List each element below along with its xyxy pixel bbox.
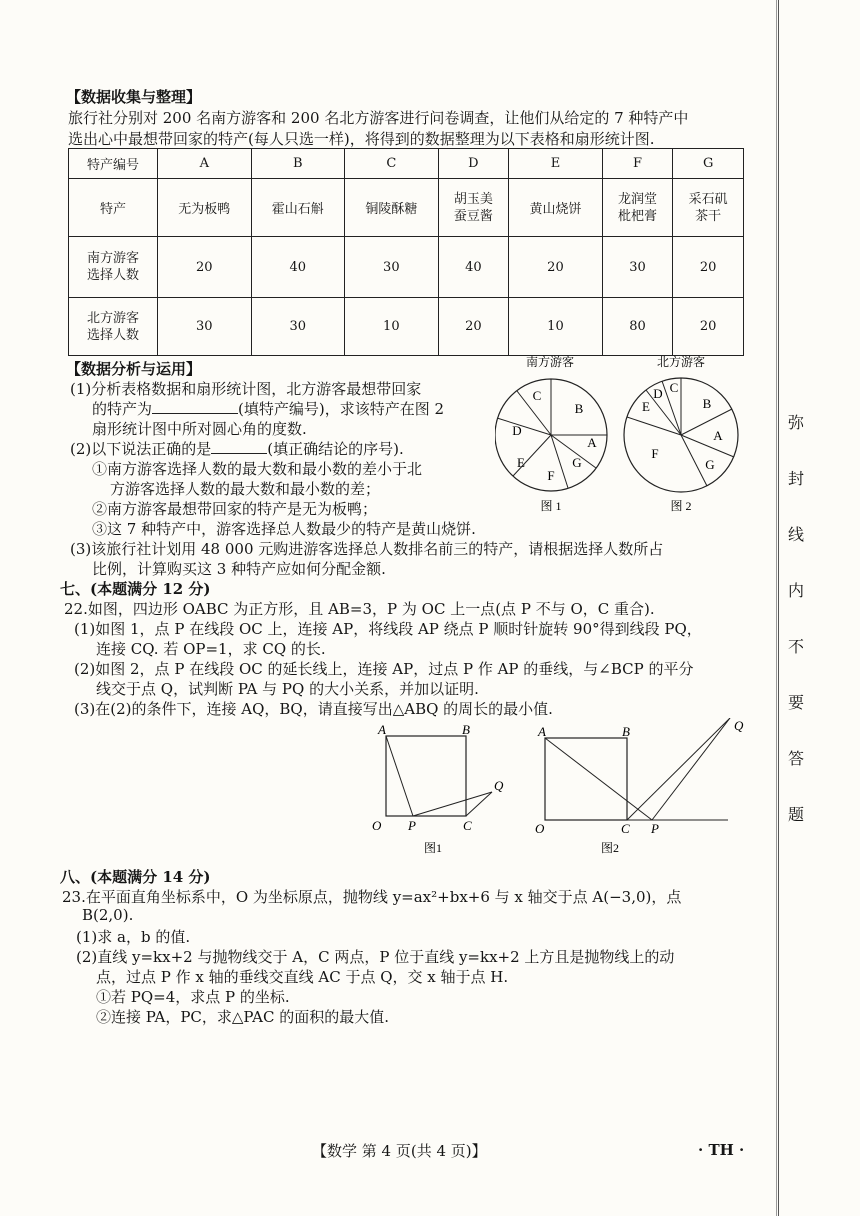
intro-line-2: 选出心中最想带回家的特产(每人只选一样)，将得到的数据整理为以下表格和扇形统计图. xyxy=(68,130,655,148)
table-header: 特产编号 xyxy=(69,149,158,179)
seal-char: 答 xyxy=(787,749,804,768)
table-cell: 80 xyxy=(602,298,673,356)
table-cell: C xyxy=(345,149,439,179)
table-cell: 30 xyxy=(602,237,673,298)
q22-part1-b: 连接 CQ. 若 OP=1，求 CQ 的长. xyxy=(96,640,326,658)
pie2-label: D xyxy=(653,386,663,401)
seal-char: 不 xyxy=(787,637,804,656)
table-cell: 30 xyxy=(345,237,439,298)
figure-1 xyxy=(372,722,504,855)
section8-heading: 八、(本题满分 14 分) xyxy=(60,868,211,886)
table-cell: 30 xyxy=(251,298,345,356)
table-cell: E xyxy=(509,149,603,179)
fig1-label-q: Q xyxy=(494,778,504,793)
pie-slice-divider xyxy=(681,409,732,435)
q2-statement-1a: ①南方游客选择人数的最大数和最小数的差小于北 xyxy=(92,460,423,478)
q22-part3: (3)在(2)的条件下，连接 AQ，BQ，请直接写出△ABQ 的周长的最小值. xyxy=(74,700,553,718)
table-cell: 10 xyxy=(509,298,603,356)
footer-page-info: 【数学 第 4 页(共 4 页)】 xyxy=(312,1142,487,1160)
q2-statement-2: ②南方游客最想带回家的特产是无为板鸭； xyxy=(92,500,378,518)
pie-slice-divider xyxy=(627,417,681,435)
table-cell: F xyxy=(602,149,673,179)
table-cell: 20 xyxy=(673,237,744,298)
seal-line xyxy=(778,0,779,1216)
pie2-caption: 图 2 xyxy=(670,499,692,513)
table-cell: 霍山石斛 xyxy=(251,179,345,237)
section-heading-data: 【数据收集与整理】 xyxy=(66,88,202,106)
section-heading-analysis: 【数据分析与运用】 xyxy=(66,360,202,378)
table-row-names xyxy=(69,179,744,237)
fig2-label-a: A xyxy=(538,724,546,739)
seal-char: 封 xyxy=(787,469,804,488)
pie-slice-divider xyxy=(497,418,551,435)
q22-part1-a: (1)如图 1，点 P 在线段 OC 上，连接 AP，将线段 AP 绕点 P 顺时针旋转 90°得到线段 PQ， xyxy=(74,620,702,638)
q23-part2-a: (2)直线 y=kx+2 与抛物线交于 A，C 两点，P 位于直线 y=kx+2 上方且是抛物线上的动 xyxy=(76,948,675,966)
pie2-label: E xyxy=(642,399,650,414)
intro-line-1: 旅行社分别对 200 名南方游客和 200 名北方游客进行问卷调查，让他们从给定的 7 种特产中 xyxy=(68,109,689,127)
segment-pq xyxy=(652,718,730,820)
pie2-label: G xyxy=(705,457,715,472)
q23-sub1: ①若 PQ=4，求点 P 的坐标. xyxy=(96,988,290,1006)
q22-stem: 22.如图，四边形 OABC 为正方形，且 AB=3，P 为 OC 上一点(点 P 不与 O，C 重合). xyxy=(64,600,655,618)
segment-ap xyxy=(545,738,652,820)
answer-blank xyxy=(211,439,267,454)
table-cell: A xyxy=(158,149,252,179)
table-cell: 20 xyxy=(158,237,252,298)
fig2-label-q: Q xyxy=(734,718,744,733)
pie1-label: E xyxy=(517,455,525,470)
table-cell: 20 xyxy=(673,298,744,356)
pie1-label: B xyxy=(574,401,584,416)
segment-ap xyxy=(386,736,413,816)
q23-stem-a: 23.在平面直角坐标系中，O 为坐标原点，抛物线 y=ax²+bx+6 与 x 轴交于点 A(−3,0)，点 xyxy=(62,888,682,906)
table-row-south xyxy=(69,237,744,298)
table-cell: B xyxy=(251,149,345,179)
pie2-title: 北方游客 xyxy=(656,355,706,369)
pie1-label: C xyxy=(532,388,542,403)
q1-line-b: 的特产为 (填特产编号)，求该特产在图 2 xyxy=(92,400,445,418)
table-cell: D xyxy=(438,149,509,179)
q23-part1: (1)求 a，b 的值. xyxy=(76,928,191,946)
pie2-label: F xyxy=(651,446,659,461)
fig1-label-o: O xyxy=(372,818,382,833)
q22-part2-b: 线交于点 Q，试判断 PA 与 PQ 的大小关系，并加以证明. xyxy=(96,680,479,698)
fig2-label-p: P xyxy=(651,821,659,836)
pie1-caption: 图 1 xyxy=(540,499,562,513)
answer-blank xyxy=(152,399,238,414)
table-cell: 30 xyxy=(158,298,252,356)
pie-charts xyxy=(495,352,750,514)
fig1-label-c: C xyxy=(463,818,472,833)
pie1-label: D xyxy=(512,423,522,438)
q2-line-a: (2)以下说法正确的是 (填正确结论的序号). xyxy=(70,440,404,458)
table-cell: 20 xyxy=(509,237,603,298)
pie-chart-south xyxy=(495,354,607,513)
table-header: 特产 xyxy=(69,179,158,237)
figure-2 xyxy=(535,718,744,855)
pie1-title: 南方游客 xyxy=(525,355,575,369)
table-cell: 40 xyxy=(438,237,509,298)
table-cell: 20 xyxy=(438,298,509,356)
pie-chart-north xyxy=(624,354,738,513)
table-cell: 40 xyxy=(251,237,345,298)
q2-statement-3: ③这 7 种特产中，游客选择总人数最少的特产是黄山烧饼. xyxy=(92,520,476,538)
fig2-label-b: B xyxy=(622,724,630,739)
pie2-label: C xyxy=(669,380,679,395)
seal-char: 线 xyxy=(787,525,804,544)
fig1-label-a: A xyxy=(378,722,386,737)
table-cell: 铜陵酥糖 xyxy=(345,179,439,237)
pie-slice-divider xyxy=(646,390,681,435)
fig2-label-c: C xyxy=(621,821,630,836)
q1-line-a: (1)分析表格数据和扇形统计图，北方游客最想带回家 xyxy=(70,380,422,398)
table-header: 南方游客 选择人数 xyxy=(69,237,158,298)
pie-slice-divider xyxy=(681,435,734,457)
seal-char: 内 xyxy=(787,581,804,600)
pie2-label: A xyxy=(713,428,723,443)
table-cell: 无为板鸭 xyxy=(158,179,252,237)
q23-stem-b: B(2,0). xyxy=(82,906,134,924)
q23-part2-b: 点，过点 P 作 x 轴的垂线交直线 AC 于点 Q，交 x 轴于点 H. xyxy=(96,968,509,986)
footer-tag: · TH · xyxy=(698,1141,745,1159)
pie2-label: B xyxy=(702,396,712,411)
table-cell: G xyxy=(673,149,744,179)
q2-statement-1b: 方游客选择人数的最大数和最小数的差； xyxy=(110,480,381,498)
table-row-codes xyxy=(69,149,744,179)
table-row-north xyxy=(69,298,744,356)
specialty-table xyxy=(68,148,744,356)
q3-line-b: 比例，计算购买这 3 种特产应如何分配金额. xyxy=(92,560,386,578)
pie1-label: A xyxy=(587,435,597,450)
pie1-label: G xyxy=(572,455,582,470)
seal-line-inner xyxy=(776,0,777,1216)
q1-line-c: 扇形统计图中所对圆心角的度数. xyxy=(92,420,307,438)
fig1-label-b: B xyxy=(462,722,470,737)
q23-sub2: ②连接 PA，PC，求△PAC 的面积的最大值. xyxy=(96,1008,389,1026)
table-cell: 采石矶 茶干 xyxy=(673,179,744,237)
fig2-label-o: O xyxy=(535,821,545,836)
seal-char: 弥 xyxy=(787,413,804,432)
fig1-caption: 图1 xyxy=(424,841,443,855)
fig1-label-p: P xyxy=(408,818,416,833)
table-cell: 胡玉美 蚕豆酱 xyxy=(438,179,509,237)
table-cell: 龙润堂 枇杷膏 xyxy=(602,179,673,237)
table-cell: 10 xyxy=(345,298,439,356)
fig2-caption: 图2 xyxy=(601,841,620,855)
pie-slice-divider xyxy=(681,435,707,486)
table-header: 北方游客 选择人数 xyxy=(69,298,158,356)
table-cell: 黄山烧饼 xyxy=(509,179,603,237)
segment-pq xyxy=(413,792,492,816)
section7-heading: 七、(本题满分 12 分) xyxy=(60,580,211,598)
pie1-label: F xyxy=(547,468,555,483)
q3-line-a: (3)该旅行社计划用 48 000 元购进游客选择总人数排名前三的特产，请根据选择人数所占 xyxy=(70,540,664,558)
q22-part2-a: (2)如图 2，点 P 在线段 OC 的延长线上，连接 AP，过点 P 作 AP 的垂线，与∠BCP 的平分 xyxy=(74,660,694,678)
square-oabc xyxy=(545,738,627,820)
seal-char: 题 xyxy=(787,805,804,824)
seal-char: 要 xyxy=(787,693,804,712)
segment-cq xyxy=(627,718,730,820)
geometry-figures xyxy=(368,718,753,858)
